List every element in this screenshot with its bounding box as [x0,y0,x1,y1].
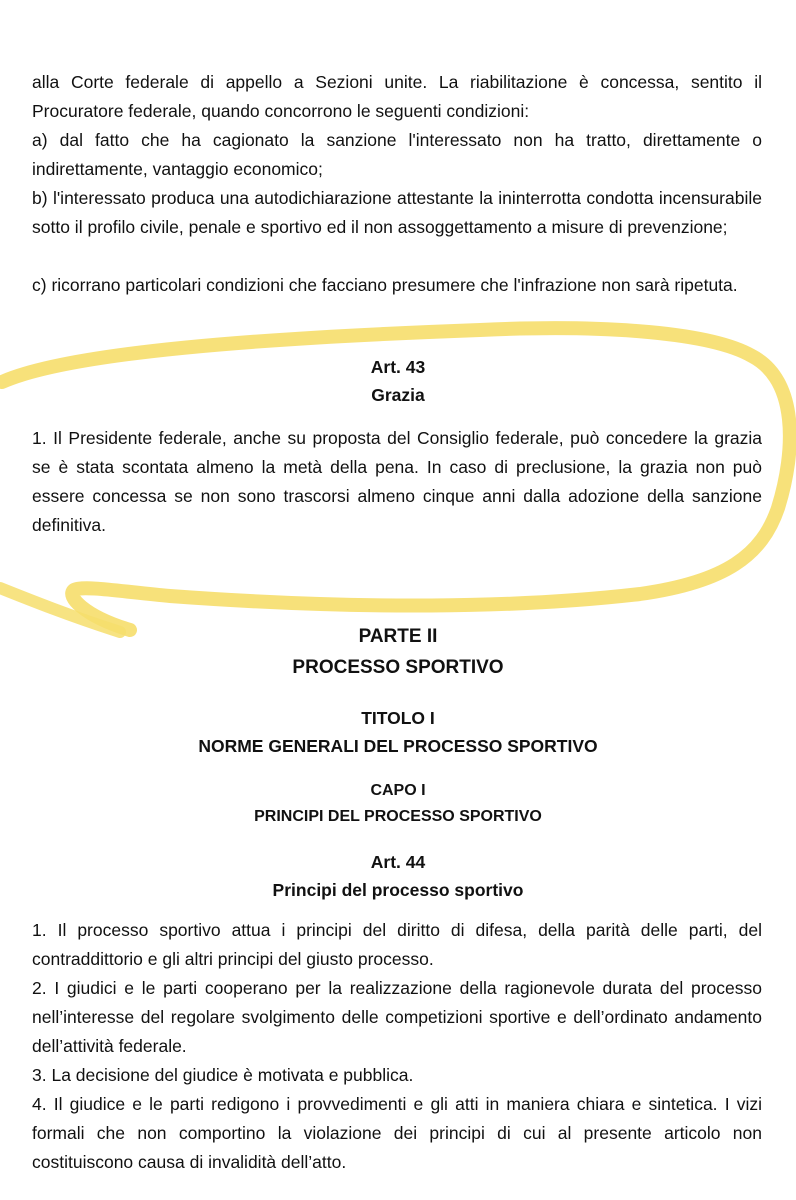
capo-title: PRINCIPI DEL PROCESSO SPORTIVO [254,808,542,825]
art43-paragraph-1: 1. Il Presidente federale, anche su proposta del Consiglio federale, può concedere la grazia se è stata scontata almeno la metà della pena. In caso di preclusione, la grazia non può essere concessa se non sono trascorsi almeno cinque anni dalla adozione della sanzione definitiva. [32,428,762,535]
art44-paragraph-3: 3. La decisione del giudice è motivata e pubblica. [32,1065,414,1085]
art44-paragraph-4: 4. Il giudice e le parti redigono i provvedimenti e gli atti in maniera chiara e sintetica. I vizi formali che non comportino la violazione dei principi di cui al presente articolo non costituiscono causa di invalidità dell’atto. [32,1094,762,1172]
art43-number: Art. 43 [370,357,426,377]
capo-number: CAPO I [370,782,426,799]
intro-paragraph-c: c) ricorrano particolari condizioni che facciano presumere che l'infrazione non sarà ripetuta. [32,275,738,295]
art44-title: Principi del processo sportivo [272,880,524,900]
art44-number: Art. 44 [370,852,426,872]
art43-title: Grazia [371,385,425,405]
art44-paragraph-2: 2. I giudici e le parti cooperano per la realizzazione della ragionevole durata del processo nell’interesse del regolare svolgimento delle competizioni sportive e dell’ordinato andamento dell’attività federale. [32,978,762,1056]
titolo-number: TITOLO I [361,708,435,728]
intro-paragraph-a: a) dal fatto che ha cagionato la sanzione l'interessato non ha tratto, direttamente o indirettamente, vantaggio economico; [32,130,762,179]
titolo-title: NORME GENERALI DEL PROCESSO SPORTIVO [198,736,598,756]
parte-title: PROCESSO SPORTIVO [292,657,504,678]
art44-paragraph-1: 1. Il processo sportivo attua i principi del diritto di difesa, della parità delle parti, del contraddittorio e gli altri principi del giusto processo. [32,920,762,969]
parte-number: PARTE II [358,626,438,647]
intro-paragraph-1: alla Corte federale di appello a Sezioni unite. La riabilitazione è concessa, sentito il Procuratore federale, quando concorrono le seguenti condizioni: [32,72,762,121]
intro-paragraph-b: b) l'interessato produca una autodichiarazione attestante la ininterrotta condotta incensurabile sotto il profilo civile, penale e sportivo ed il non assoggettamento a misure di prevenzione; [32,188,762,237]
